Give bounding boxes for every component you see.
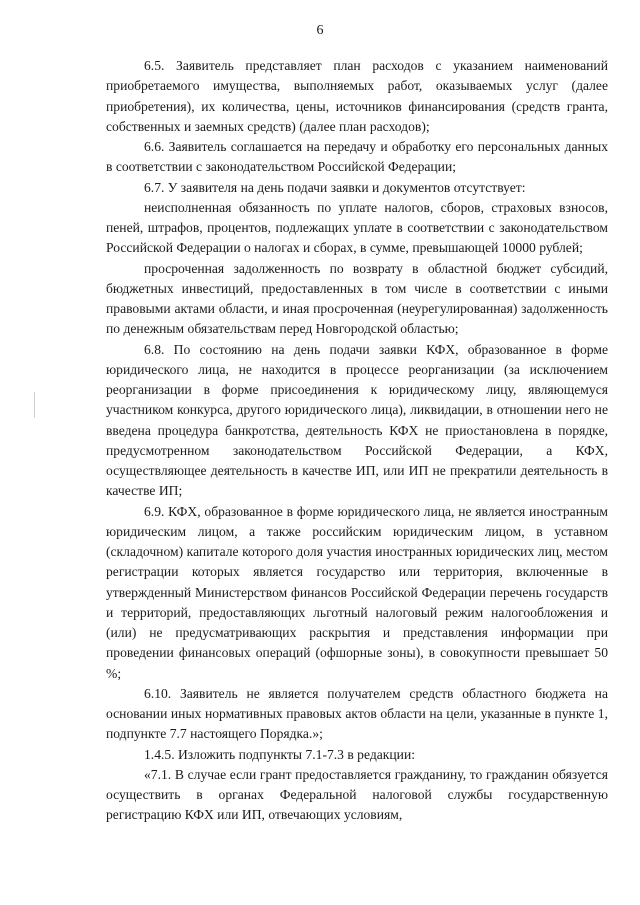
page-number: 6 [316, 23, 324, 38]
document-body [106, 56, 608, 826]
paragraph-6-9: 6.9. КФХ, образованное в форме юридического лица, не является иностранным юридическим лицом, а также российским юридическим лицом, в уставном (складочном) капитале которого доля участия иностранных юридических лиц, местом регистрации которых является государство или территория, включенные в утвержденный Министерством финансов Российской Федерации перечень государств и территорий, предоставляющих льготный налоговый режим налогообложения и (или) не предусматривающих раскрытия и представления информации при проведении финансовых операций (офшорные зоны), в совокупности превышает 50 %; [106, 503, 608, 681]
scan-edge-mark [34, 392, 35, 418]
paragraph-6-6: 6.6. Заявитель соглашается на передачу и обработку его персональных данных в соответствии с законодательством Российской Федерации; [106, 139, 608, 175]
paragraph-1-4-5: 1.4.5. Изложить подпункты 7.1-7.3 в редакции: [144, 746, 415, 762]
paragraph-6-7-debts: просроченная задолженность по возврату в областной бюджет субсидий, бюджетных инвестиций, предоставленных в том числе в соответствии с иными правовыми актами области, и иная просроченная (неурегулированная) задолженность по денежным обязательствам перед Новгородской областью; [106, 260, 608, 337]
paragraph-6-8: 6.8. По состоянию на день подачи заявки КФХ, образованное в форме юридического лица, не находится в процессе реорганизации (за исключением реорганизации в форме присоединения к юридическому лицу, являющемуся участником конкурса, другого юридического лица), ликвидации, в отношении него не введена процедура банкротства, деятельность КФХ не приостановлена в порядке, предусмотренном законодательством Российской Федерации, а КФХ, осуществляющее деятельность в качестве ИП, или ИП не прекратили деятельность в качестве ИП; [106, 341, 608, 499]
paragraph-6-7: 6.7. У заявителя на день подачи заявки и документов отсутствует: [144, 179, 526, 195]
paragraph-6-10: 6.10. Заявитель не является получателем средств областного бюджета на основании иных нормативных правовых актов области на цели, указанные в пункте 1, подпункте 7.7 настоящего Порядка.»; [106, 685, 608, 742]
paragraph-7-1: «7.1. В случае если грант предоставляется гражданину, то гражданин обязуется осуществить в органах Федеральной налоговой службы государственную регистрацию КФХ или ИП, отвечающих условиям, [106, 766, 608, 823]
paragraph-6-5: 6.5. Заявитель представляет план расходов с указанием наименований приобретаемого имущества, выполняемых работ, оказываемых услуг (далее приобретения), их количества, цены, источников финансирования (средств гранта, собственных и заемных средств) (далее план расходов); [106, 58, 608, 134]
paragraph-6-7-taxes: неисполненная обязанность по уплате налогов, сборов, страховых взносов, пеней, штрафов, процентов, подлежащих уплате в соответствии с законодательством Российской Федерации о налогах и сборах, в сумме, превышающей 10000 рублей; [106, 199, 608, 256]
